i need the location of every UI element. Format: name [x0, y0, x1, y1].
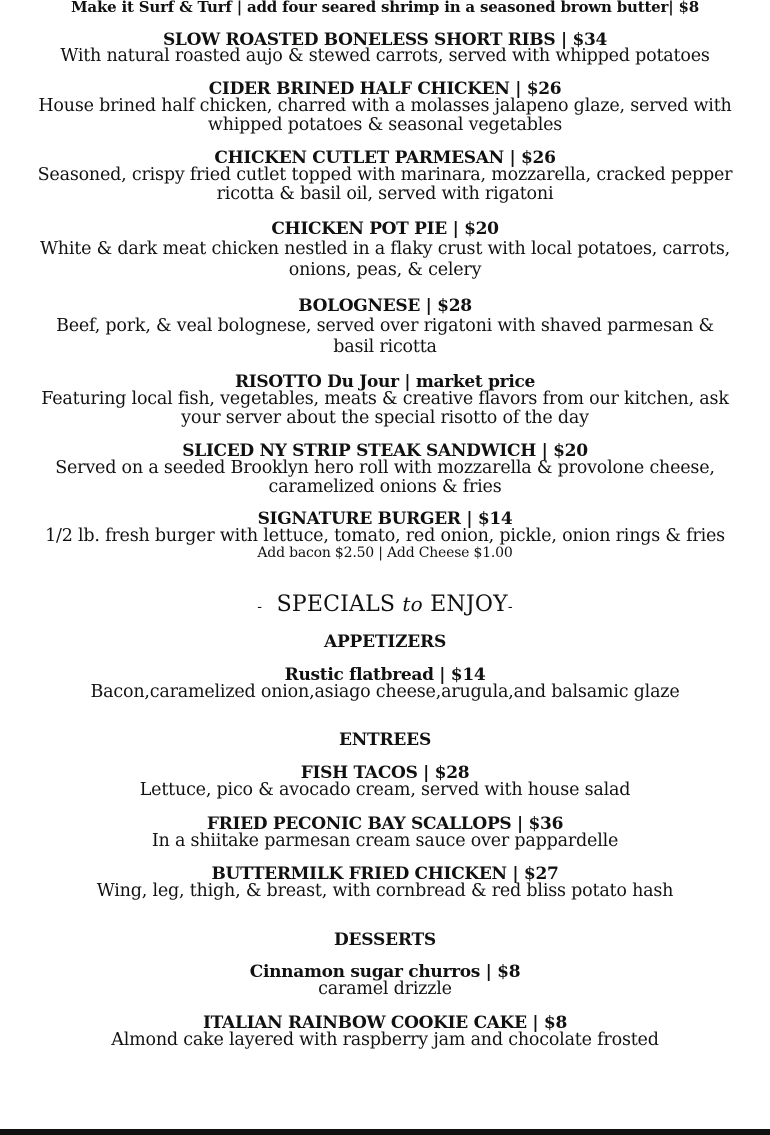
item-desc-pot-pie-line2: onions, peas, & celery [288, 260, 482, 280]
item-title-cider-chicken: CIDER BRINED HALF CHICKEN | $26 [208, 79, 562, 99]
dessert-desc-rainbow-cake: Almond cake layered with raspberry jam and chocolate frosted [111, 1030, 659, 1050]
item-desc-steak-sandwich-line1: Served on a seeded Brooklyn hero roll with mozzarella & provolone cheese, [55, 458, 715, 478]
specials-heading [0, 592, 770, 617]
item-title-chicken-parm: CHICKEN CUTLET PARMESAN | $26 [214, 148, 556, 168]
special-desc-fish-tacos: Lettuce, pico & avocado cream, served with house salad [139, 780, 631, 800]
item-desc-risotto-line1: Featuring local fish, vegetables, meats & creative flavors from our kitchen, ask [41, 389, 729, 409]
special-desc-scallops: In a shiitake parmesan cream sauce over pappardelle [151, 831, 619, 851]
item-title-risotto: RISOTTO Du Jour | market price [234, 372, 536, 392]
section-label-desserts: DESSERTS [334, 930, 436, 950]
section-label-appetizers: APPETIZERS [323, 632, 447, 652]
special-title-fish-tacos: FISH TACOS | $28 [300, 763, 470, 783]
item-desc-bolognese-line2: basil ricotta [333, 337, 437, 357]
dessert-title-churros: Cinnamon sugar churros | $8 [249, 962, 521, 982]
special-title-flatbread: Rustic flatbread | $14 [284, 665, 486, 685]
item-title-short-ribs: SLOW ROASTED BONELESS SHORT RIBS | $34 [162, 30, 608, 50]
dessert-title-rainbow-cake: ITALIAN RAINBOW COOKIE CAKE | $8 [202, 1013, 567, 1033]
surf-and-turf-note: Make it Surf & Turf | add four seared shrimp in a seasoned brown butter| $8 [71, 0, 699, 16]
special-title-scallops: FRIED PECONIC BAY SCALLOPS | $36 [206, 814, 564, 834]
item-desc-cider-chicken-line2: whipped potatoes & seasonal vegetables [207, 115, 563, 135]
item-desc-chicken-parm-line1: Seasoned, crispy fried cutlet topped with marinara, mozzarella, cracked pepper [37, 165, 733, 185]
specials-dash-right: - [507, 599, 513, 615]
special-desc-flatbread: Bacon,caramelized onion,asiago cheese,arugula,and balsamic glaze [90, 682, 680, 702]
item-desc-chicken-parm-line2: ricotta & basil oil, served with rigatoni [216, 184, 554, 204]
item-desc-pot-pie-line1: White & dark meat chicken nestled in a flaky crust with local potatoes, carrots, [40, 239, 730, 259]
item-desc-bolognese-line1: Beef, pork, & veal bolognese, served over rigatoni with shaved parmesan & [56, 316, 714, 336]
item-title-steak-sandwich: SLICED NY STRIP STEAK SANDWICH | $20 [182, 441, 588, 461]
item-desc-short-ribs: With natural roasted aujo & stewed carrots, served with whipped potatoes [60, 46, 710, 66]
bottom-divider [0, 1129, 770, 1135]
specials-dash-left: - [257, 599, 263, 615]
item-desc-steak-sandwich-line2: caramelized onions & fries [268, 477, 502, 497]
item-note-burger-addons: Add bacon $2.50 | Add Cheese $1.00 [257, 545, 513, 561]
item-desc-risotto-line2: your server about the special risotto of the day [181, 408, 589, 428]
item-title-burger: SIGNATURE BURGER | $14 [257, 509, 513, 529]
item-title-bolognese: BOLOGNESE | $28 [298, 296, 472, 316]
specials-heading-to: to [402, 592, 423, 616]
special-title-fried-chicken: BUTTERMILK FRIED CHICKEN | $27 [211, 864, 559, 884]
section-label-entrees: ENTREES [338, 730, 432, 750]
item-desc-cider-chicken-line1: House brined half chicken, charred with a molasses jalapeno glaze, served with [38, 96, 732, 116]
special-desc-fried-chicken: Wing, leg, thigh, & breast, with cornbread & red bliss potato hash [96, 881, 674, 901]
item-title-pot-pie: CHICKEN POT PIE | $20 [271, 219, 499, 239]
specials-heading-specials: SPECIALS [276, 592, 396, 617]
specials-heading-enjoy: ENJOY [430, 592, 508, 617]
dessert-desc-churros: caramel drizzle [318, 979, 452, 999]
item-desc-burger: 1/2 lb. fresh burger with lettuce, tomato, red onion, pickle, onion rings & fries [45, 526, 725, 546]
